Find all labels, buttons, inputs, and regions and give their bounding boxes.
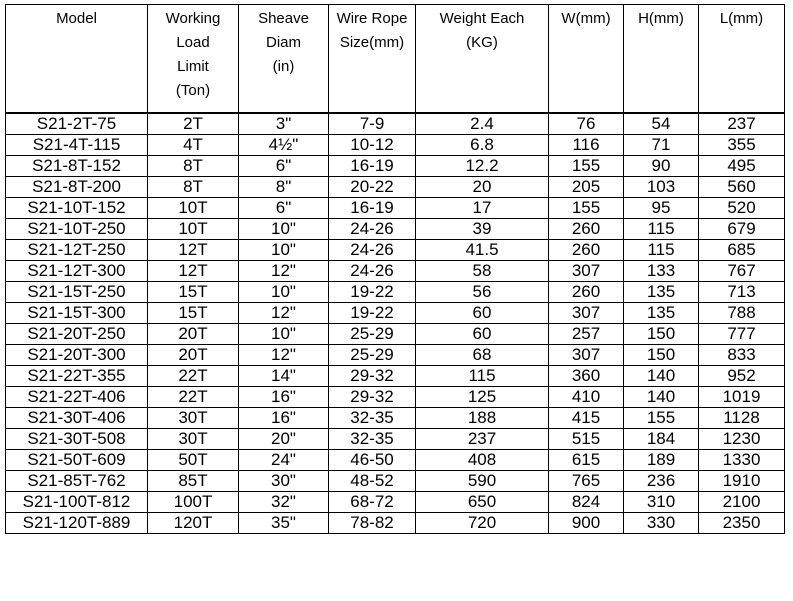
column-header-width (549, 5, 624, 113)
column-header-line: (Ton) (175, 82, 211, 99)
table-cell-working-load-limit: 8T (148, 176, 239, 197)
column-header-line: Limit (177, 58, 209, 75)
column-header-line: Working (165, 10, 221, 27)
table-cell-width: 76 (549, 113, 624, 135)
table-cell-length: 713 (699, 281, 785, 302)
table-cell-weight-each: 12.2 (416, 155, 549, 176)
table-cell-weight-each: 6.8 (416, 134, 549, 155)
table-cell-weight-each: 56 (416, 281, 549, 302)
table-cell-length: 1230 (699, 428, 785, 449)
column-header-line: L(mm) (719, 10, 764, 27)
table-cell-wire-rope-size: 32-35 (329, 407, 416, 428)
table-cell-sheave-diam: 24" (239, 449, 329, 470)
column-header-model (6, 5, 148, 113)
table-cell-wire-rope-size: 16-19 (329, 155, 416, 176)
table-cell-weight-each: 650 (416, 491, 549, 512)
table-row (6, 239, 785, 260)
table-cell-wire-rope-size: 16-19 (329, 197, 416, 218)
table-cell-working-load-limit: 120T (148, 512, 239, 533)
table-row (6, 449, 785, 470)
table-cell-working-load-limit: 20T (148, 323, 239, 344)
column-header-line: Wire Rope (336, 10, 408, 27)
table-cell-length: 788 (699, 302, 785, 323)
table-cell-wire-rope-size: 25-29 (329, 344, 416, 365)
table-cell-width: 307 (549, 302, 624, 323)
table-cell-wire-rope-size: 78-82 (329, 512, 416, 533)
table-cell-wire-rope-size: 32-35 (329, 428, 416, 449)
table-cell-model: S21-30T-406 (6, 407, 148, 428)
table-cell-weight-each: 58 (416, 260, 549, 281)
table-cell-working-load-limit: 100T (148, 491, 239, 512)
table-cell-working-load-limit: 15T (148, 302, 239, 323)
table-cell-working-load-limit: 20T (148, 344, 239, 365)
table-cell-model: S21-8T-200 (6, 176, 148, 197)
table-row (6, 491, 785, 512)
table-cell-weight-each: 17 (416, 197, 549, 218)
table-cell-length: 952 (699, 365, 785, 386)
table-cell-weight-each: 125 (416, 386, 549, 407)
table-cell-wire-rope-size: 24-26 (329, 260, 416, 281)
table-cell-weight-each: 720 (416, 512, 549, 533)
table-cell-height: 310 (624, 491, 699, 512)
table-cell-working-load-limit: 22T (148, 386, 239, 407)
table-cell-model: S21-4T-115 (6, 134, 148, 155)
table-cell-model: S21-2T-75 (6, 113, 148, 135)
table-cell-height: 103 (624, 176, 699, 197)
table-cell-model: S21-50T-609 (6, 449, 148, 470)
table-cell-height: 150 (624, 323, 699, 344)
table-cell-wire-rope-size: 20-22 (329, 176, 416, 197)
table-body (6, 113, 785, 534)
table-cell-model: S21-20T-250 (6, 323, 148, 344)
column-header-length (699, 5, 785, 113)
table-row (6, 512, 785, 533)
table-cell-length: 1128 (699, 407, 785, 428)
table-row (6, 155, 785, 176)
table-cell-width: 824 (549, 491, 624, 512)
table-cell-sheave-diam: 16" (239, 386, 329, 407)
table-row (6, 176, 785, 197)
table-cell-height: 189 (624, 449, 699, 470)
table-cell-wire-rope-size: 48-52 (329, 470, 416, 491)
table-cell-working-load-limit: 12T (148, 260, 239, 281)
table-cell-height: 115 (624, 218, 699, 239)
table-cell-working-load-limit: 15T (148, 281, 239, 302)
table-cell-height: 155 (624, 407, 699, 428)
table-cell-model: S21-8T-152 (6, 155, 148, 176)
table-cell-sheave-diam: 3" (239, 113, 329, 135)
table-cell-height: 71 (624, 134, 699, 155)
column-header-line: Diam (265, 34, 301, 51)
table-cell-weight-each: 408 (416, 449, 549, 470)
table-cell-sheave-diam: 10" (239, 239, 329, 260)
table-cell-width: 260 (549, 281, 624, 302)
table-cell-width: 260 (549, 218, 624, 239)
table-cell-height: 140 (624, 386, 699, 407)
table-cell-length: 2100 (699, 491, 785, 512)
column-header-wire-rope-size (329, 5, 416, 113)
column-header-sheave-diam (239, 5, 329, 113)
table-cell-height: 115 (624, 239, 699, 260)
table-header (6, 5, 785, 113)
table-cell-width: 615 (549, 449, 624, 470)
table-cell-length: 237 (699, 113, 785, 135)
table-row (6, 197, 785, 218)
table-cell-width: 410 (549, 386, 624, 407)
table-cell-width: 307 (549, 344, 624, 365)
table-row (6, 407, 785, 428)
table-cell-height: 90 (624, 155, 699, 176)
table-cell-sheave-diam: 35" (239, 512, 329, 533)
column-header-line: H(mm) (638, 10, 684, 27)
table-cell-model: S21-22T-355 (6, 365, 148, 386)
table-cell-wire-rope-size: 24-26 (329, 239, 416, 260)
column-header-weight-each (416, 5, 549, 113)
table-cell-length: 767 (699, 260, 785, 281)
table-cell-length: 679 (699, 218, 785, 239)
table-row (6, 218, 785, 239)
table-cell-height: 54 (624, 113, 699, 135)
table-cell-weight-each: 60 (416, 323, 549, 344)
table-cell-sheave-diam: 12" (239, 260, 329, 281)
table-cell-model: S21-10T-152 (6, 197, 148, 218)
table-cell-working-load-limit: 30T (148, 407, 239, 428)
table-cell-length: 2350 (699, 512, 785, 533)
table-cell-wire-rope-size: 25-29 (329, 323, 416, 344)
table-cell-model: S21-85T-762 (6, 470, 148, 491)
table-cell-weight-each: 115 (416, 365, 549, 386)
table-cell-length: 1330 (699, 449, 785, 470)
table-cell-width: 116 (549, 134, 624, 155)
table-cell-height: 133 (624, 260, 699, 281)
table-cell-sheave-diam: 6" (239, 155, 329, 176)
table-cell-model: S21-15T-300 (6, 302, 148, 323)
table-cell-working-load-limit: 50T (148, 449, 239, 470)
table-cell-height: 236 (624, 470, 699, 491)
table-cell-width: 765 (549, 470, 624, 491)
table-cell-width: 257 (549, 323, 624, 344)
table-cell-weight-each: 60 (416, 302, 549, 323)
header-row (6, 5, 785, 113)
table-cell-width: 307 (549, 260, 624, 281)
table-cell-height: 184 (624, 428, 699, 449)
table-cell-sheave-diam: 10" (239, 218, 329, 239)
table-cell-height: 150 (624, 344, 699, 365)
table-cell-weight-each: 2.4 (416, 113, 549, 135)
table-cell-sheave-diam: 12" (239, 344, 329, 365)
table-cell-working-load-limit: 10T (148, 218, 239, 239)
table-row (6, 365, 785, 386)
table-cell-width: 900 (549, 512, 624, 533)
table-cell-height: 330 (624, 512, 699, 533)
table-cell-sheave-diam: 30" (239, 470, 329, 491)
table-cell-width: 515 (549, 428, 624, 449)
column-header-line: (KG) (466, 34, 498, 51)
table-cell-model: S21-15T-250 (6, 281, 148, 302)
table-cell-weight-each: 41.5 (416, 239, 549, 260)
table-row (6, 386, 785, 407)
table-cell-wire-rope-size: 10-12 (329, 134, 416, 155)
table-cell-length: 520 (699, 197, 785, 218)
table-cell-width: 415 (549, 407, 624, 428)
table-cell-working-load-limit: 8T (148, 155, 239, 176)
table-cell-model: S21-12T-300 (6, 260, 148, 281)
table-cell-working-load-limit: 30T (148, 428, 239, 449)
table-cell-model: S21-12T-250 (6, 239, 148, 260)
table-row (6, 344, 785, 365)
table-cell-working-load-limit: 2T (148, 113, 239, 135)
table-cell-working-load-limit: 12T (148, 239, 239, 260)
column-header-line: Size(mm) (339, 34, 405, 51)
table-cell-model: S21-10T-250 (6, 218, 148, 239)
table-cell-sheave-diam: 6" (239, 197, 329, 218)
table-row (6, 134, 785, 155)
table-cell-wire-rope-size: 29-32 (329, 386, 416, 407)
table-cell-model: S21-120T-889 (6, 512, 148, 533)
table-cell-width: 260 (549, 239, 624, 260)
table-cell-weight-each: 590 (416, 470, 549, 491)
table-cell-working-load-limit: 4T (148, 134, 239, 155)
table-cell-sheave-diam: 10" (239, 281, 329, 302)
column-header-line: Weight Each (439, 10, 525, 27)
table-cell-wire-rope-size: 19-22 (329, 281, 416, 302)
table-cell-length: 685 (699, 239, 785, 260)
table-cell-sheave-diam: 12" (239, 302, 329, 323)
table-cell-wire-rope-size: 68-72 (329, 491, 416, 512)
table-cell-wire-rope-size: 46-50 (329, 449, 416, 470)
table-cell-sheave-diam: 10" (239, 323, 329, 344)
column-header-line: (in) (272, 58, 295, 75)
table-cell-length: 495 (699, 155, 785, 176)
table-cell-sheave-diam: 16" (239, 407, 329, 428)
column-header-line: W(mm) (561, 10, 611, 27)
table-cell-height: 135 (624, 302, 699, 323)
table-cell-sheave-diam: 8" (239, 176, 329, 197)
table-cell-length: 833 (699, 344, 785, 365)
table-cell-wire-rope-size: 24-26 (329, 218, 416, 239)
table-cell-length: 777 (699, 323, 785, 344)
table-cell-model: S21-100T-812 (6, 491, 148, 512)
table-row (6, 113, 785, 135)
table-cell-weight-each: 68 (416, 344, 549, 365)
table-cell-length: 355 (699, 134, 785, 155)
table-cell-width: 155 (549, 155, 624, 176)
table-cell-sheave-diam: 4½" (239, 134, 329, 155)
table-row (6, 323, 785, 344)
table-cell-height: 95 (624, 197, 699, 218)
table-cell-sheave-diam: 32" (239, 491, 329, 512)
table-cell-height: 140 (624, 365, 699, 386)
table-cell-width: 360 (549, 365, 624, 386)
table-cell-length: 1910 (699, 470, 785, 491)
table-cell-model: S21-22T-406 (6, 386, 148, 407)
table-cell-wire-rope-size: 19-22 (329, 302, 416, 323)
table-cell-weight-each: 20 (416, 176, 549, 197)
table-cell-width: 155 (549, 197, 624, 218)
table-cell-height: 135 (624, 281, 699, 302)
column-header-line: Model (56, 10, 97, 27)
column-header-height (624, 5, 699, 113)
table-cell-sheave-diam: 14" (239, 365, 329, 386)
table-row (6, 281, 785, 302)
table-cell-width: 205 (549, 176, 624, 197)
column-header-line: Sheave (258, 10, 309, 27)
specification-table (5, 4, 785, 534)
table-cell-wire-rope-size: 29-32 (329, 365, 416, 386)
column-header-line: Load (176, 34, 210, 51)
table-cell-model: S21-20T-300 (6, 344, 148, 365)
table-cell-wire-rope-size: 7-9 (329, 113, 416, 135)
column-header-working-load-limit (148, 5, 239, 113)
table-cell-working-load-limit: 22T (148, 365, 239, 386)
table-cell-length: 1019 (699, 386, 785, 407)
table-cell-length: 560 (699, 176, 785, 197)
table-cell-model: S21-30T-508 (6, 428, 148, 449)
table-cell-weight-each: 188 (416, 407, 549, 428)
table-cell-sheave-diam: 20" (239, 428, 329, 449)
table-row (6, 302, 785, 323)
table-cell-working-load-limit: 10T (148, 197, 239, 218)
table-cell-working-load-limit: 85T (148, 470, 239, 491)
table-row (6, 260, 785, 281)
table-cell-weight-each: 39 (416, 218, 549, 239)
table-cell-weight-each: 237 (416, 428, 549, 449)
table-row (6, 428, 785, 449)
table-row (6, 470, 785, 491)
